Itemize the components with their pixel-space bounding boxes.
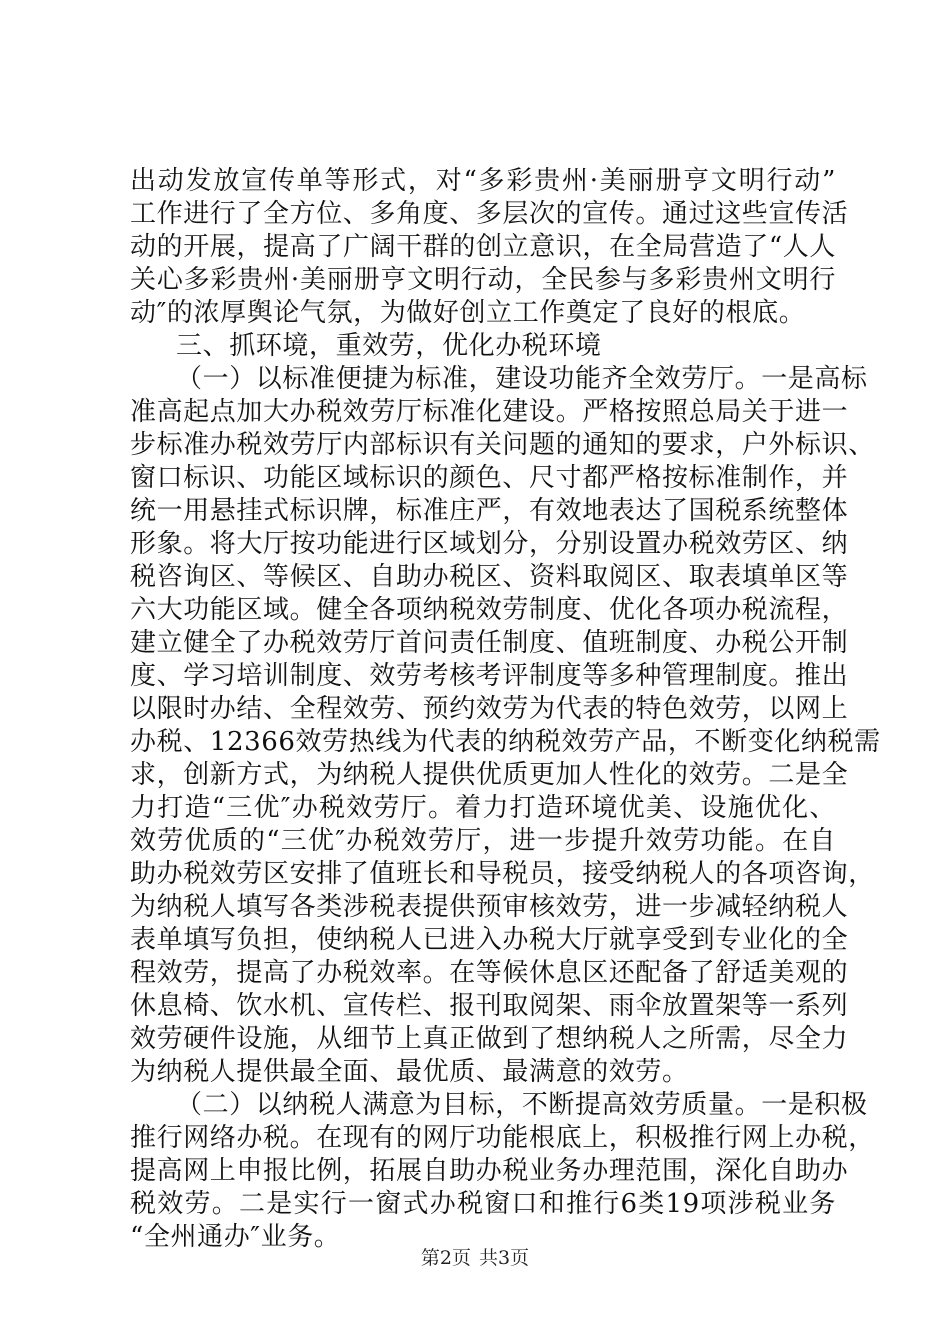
text-line: 统一用悬挂式标识牌，标准庄严，有效地表达了国税系统整体 xyxy=(130,496,849,526)
text-line: 效劳优质的“三优″办税效劳厅，进一步提升效劳功能。在自 xyxy=(130,826,836,856)
text-line: 工作进行了全方位、多角度、多层次的宣传。通过这些宣传活 xyxy=(130,199,849,229)
section-heading: 三、抓环境，重效劳，优化办税环境 xyxy=(176,331,602,361)
text-line: 提高网上申报比例，拓展自助办税业务办理范围，深化自助办 xyxy=(130,1156,849,1186)
text-line: 动的开展，提高了广阔干群的创立意识，在全局营造了“人人 xyxy=(130,232,836,262)
text-line: 窗口标识、功能区域标识的颜色、尺寸都严格按标准制作，并 xyxy=(130,463,849,493)
document-body xyxy=(130,165,881,1254)
text-line: 步标准办税效劳厅内部标识有关问题的通知的要求，户外标识、 xyxy=(130,430,875,460)
text-line: 出动发放宣传单等形式，对“多彩贵州·美丽册亨文明行动” xyxy=(130,166,836,196)
text-line: 助办税效劳区安排了值班长和导税员，接受纳税人的各项咨询， xyxy=(130,859,875,889)
text-line: 准高起点加大办税效劳厅标准化建设。严格按照总局关于进一 xyxy=(130,397,849,427)
text-line: “全州通办″业务。 xyxy=(130,1222,341,1252)
text-line: 表单填写负担，使纳税人已进入办税大厅就享受到专业化的全 xyxy=(130,925,849,955)
text-line: 度、学习培训制度、效劳考核考评制度等多种管理制度。推出 xyxy=(130,661,849,691)
text-line: 程效劳，提高了办税效率。在等候休息区还配备了舒适美观的 xyxy=(130,958,849,988)
text-line: 求，创新方式，为纳税人提供优质更加人性化的效劳。二是全 xyxy=(130,760,849,790)
text-line: 关心多彩贵州·美丽册亨文明行动，全民参与多彩贵州文明行 xyxy=(130,265,836,295)
page-number: 第2页 xyxy=(420,1247,471,1269)
text-line: 推行网络办税。在现有的网厅功能根底上，积极推行网上办税， xyxy=(130,1123,875,1153)
text-line: 休息椅、饮水机、宣传栏、报刊取阅架、雨伞放置架等一系列 xyxy=(130,991,849,1021)
page-total: 共3页 xyxy=(479,1247,530,1269)
text-line: 办税、12366效劳热线为代表的纳税效劳产品，不断变化纳税需 xyxy=(130,727,881,757)
text-line: 形象。将大厅按功能进行区域划分，分别设置办税效劳区、纳 xyxy=(130,529,849,559)
page-footer xyxy=(0,1246,950,1270)
text-line: 为纳税人提供最全面、最优质、最满意的效劳。 xyxy=(130,1057,689,1087)
text-line: 建立健全了办税效劳厅首问责任制度、值班制度、办税公开制 xyxy=(130,628,849,658)
text-line: 税效劳。二是实行一窗式办税窗口和推行6类19项涉税业务 xyxy=(130,1189,836,1219)
text-line: 六大功能区域。健全各项纳税效劳制度、优化各项办税流程， xyxy=(130,595,849,625)
text-line: （一）以标准便捷为标准，建设功能齐全效劳厅。一是高标 xyxy=(176,364,868,394)
text-line: 税咨询区、等候区、自助办税区、资料取阅区、取表填单区等 xyxy=(130,562,849,592)
text-line: （二）以纳税人满意为目标，不断提高效劳质量。一是积极 xyxy=(176,1090,868,1120)
text-line: 效劳硬件设施，从细节上真正做到了想纳税人之所需，尽全力 xyxy=(130,1024,849,1054)
text-line: 力打造“三优″办税效劳厅。着力打造环境优美、设施优化、 xyxy=(130,793,836,823)
text-line: 为纳税人填写各类涉税表提供预审核效劳，进一步减轻纳税人 xyxy=(130,892,849,922)
text-line: 以限时办结、全程效劳、预约效劳为代表的特色效劳，以网上 xyxy=(130,694,849,724)
text-line: 动″的浓厚舆论气氛，为做好创立工作奠定了良好的根底。 xyxy=(130,298,806,328)
